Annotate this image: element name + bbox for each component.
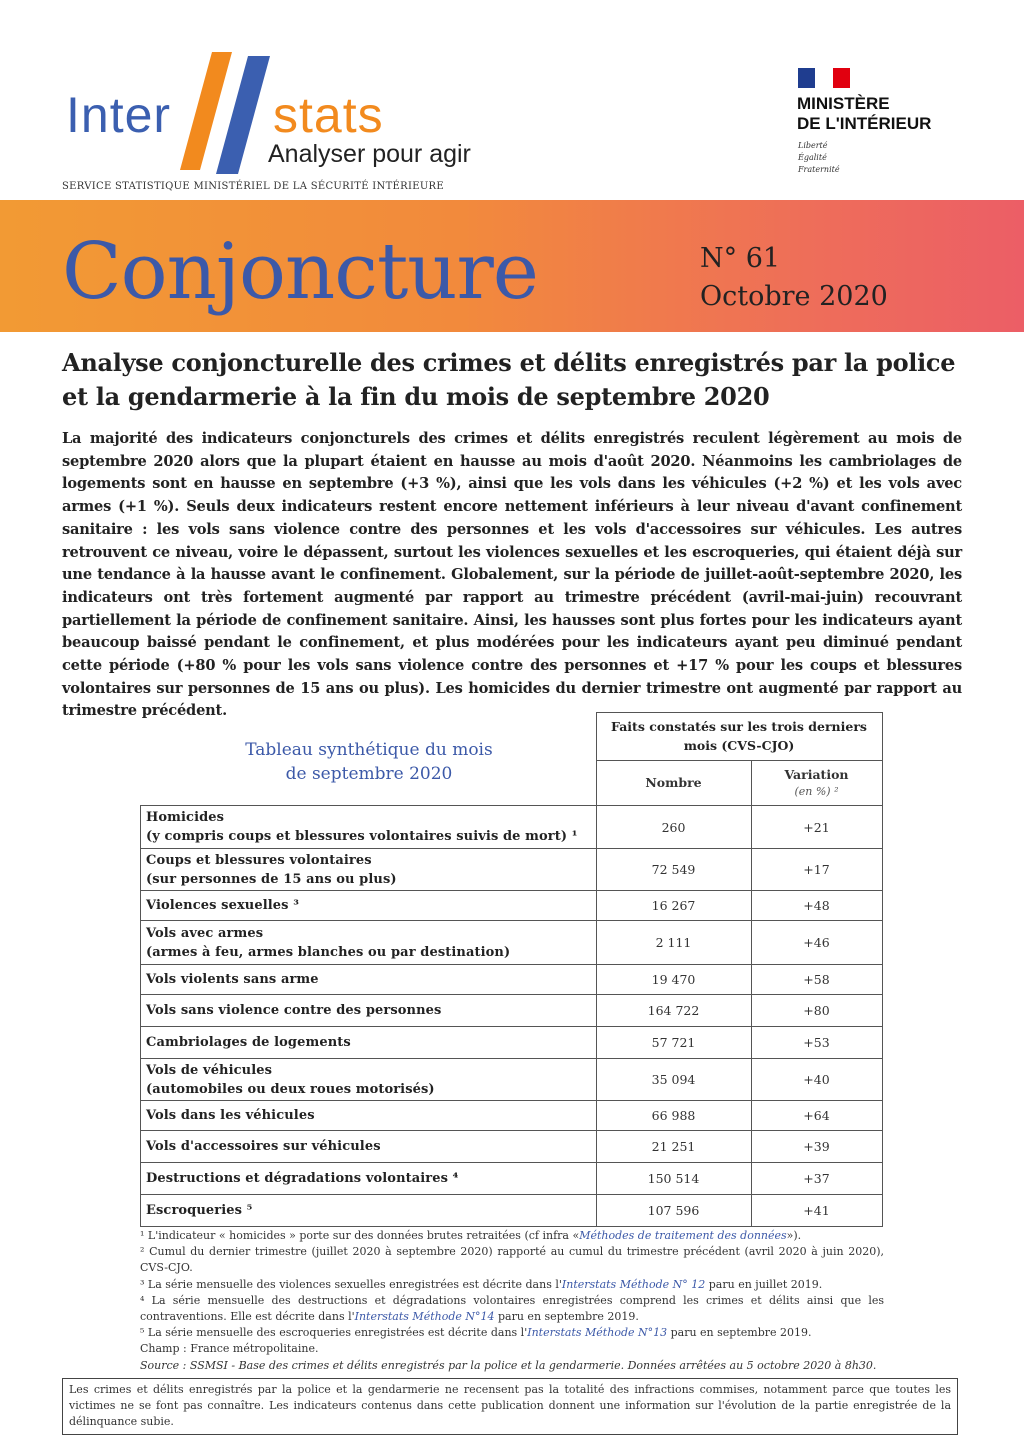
french-flag-icon bbox=[798, 68, 850, 88]
republic-motto: Liberté Égalité Fraternité bbox=[798, 141, 840, 174]
row-label: Violences sexuelles ³ bbox=[146, 898, 300, 913]
row-count: 107 596 bbox=[647, 1203, 700, 1218]
row-label: Vols de véhicules (automobiles ou deux roues motorisés) bbox=[146, 1062, 435, 1097]
footnote-3: ³ La série mensuelle des violences sexuelles enregistrées est décrite dans l'Interstats Méthode N° 12 paru en juillet 2019. bbox=[140, 1277, 823, 1291]
row-count: 72 549 bbox=[651, 862, 696, 877]
row-count: 66 988 bbox=[651, 1108, 696, 1123]
row-label: Vols d'accessoires sur véhicules bbox=[146, 1139, 381, 1154]
row-count: 35 094 bbox=[651, 1072, 696, 1087]
source-note: Source : SSMSI - Base des crimes et délits enregistrés par la police et la gendarmerie. Données arrêtées au 5 octobre 2020 à 8h30. bbox=[140, 1358, 877, 1372]
row-label: Homicides (y compris coups et blessures volontaires suivis de mort) ¹ bbox=[146, 810, 578, 844]
row-count: 164 722 bbox=[647, 1003, 700, 1018]
row-label: Vols violents sans arme bbox=[146, 972, 319, 987]
row-count: 21 251 bbox=[651, 1139, 696, 1154]
interstats-methode-12-link[interactable]: Interstats Méthode N° 12 bbox=[561, 1277, 706, 1291]
row-count: 16 267 bbox=[651, 898, 696, 913]
publication-title: Conjoncture bbox=[62, 227, 538, 317]
row-variation: +39 bbox=[803, 1139, 830, 1154]
ministry-name: MINISTÈRE DE L'INTÉRIEUR bbox=[797, 94, 932, 133]
row-variation: +58 bbox=[803, 972, 830, 987]
row-variation: +48 bbox=[803, 898, 830, 913]
row-variation: +46 bbox=[803, 935, 830, 950]
interstats-methode-14-link[interactable]: Interstats Méthode N°14 bbox=[354, 1310, 495, 1324]
footnote-5: ⁵ La série mensuelle des escroqueries enregistrées est décrite dans l'Interstats Méthode N°13 paru en septembre 2019. bbox=[140, 1326, 812, 1340]
row-count: 57 721 bbox=[651, 1035, 696, 1050]
row-label: Cambriolages de logements bbox=[146, 1035, 351, 1050]
column-header-nombre: Nombre bbox=[645, 775, 702, 790]
footnotes bbox=[140, 1228, 884, 1374]
row-count: 2 111 bbox=[655, 935, 692, 950]
article-intro: La majorité des indicateurs conjoncturels des crimes et délits enregistrés reculent légèrement au mois de septembre 2020 alors que la plupart étaient en hausse au mois d'août 2020. Néanmoins les cambriolages de logements sont en hausse en septembre (+3 %), ainsi que les vols dans les véhicules (+2 %) et les vols avec armes (+1 %). Seuls deux indicateurs restent encore nettement inférieurs à leur niveau d'avant confinement sanitaire : les vols sans violence contre des personnes et les vols d'accessoires sur véhicules. Les autres retrouvent ce niveau, voire le dépassent, surtout les violences sexuelles et les escroqueries, qui étaient déjà sur une tendance à la hausse avant le confinement. Globalement, sur la période de juillet-août-septembre 2020, les indicateurs ont très fortement augmenté par rapport au trimestre précédent (avril-mai-juin) recouvrant partiellement la période de confinement sanitaire. Ainsi, les hausses sont plus fortes pour les indicateurs ayant beaucoup baissé pendant le confinement, et plus modérées pour les indicateurs ayant peu diminué pendant cette période (+80 % pour les vols sans violence contre des personnes et +17 % pour les coups et blessures volontaires sur personnes de 15 ans ou plus). Les homicides du dernier trimestre ont augmenté par rapport au trimestre précédent. bbox=[62, 430, 962, 720]
logo-inter-text: Inter bbox=[66, 87, 172, 143]
footnote-1: ¹ L'indicateur « homicides » porte sur des données brutes retraitées (cf infra «Méthodes de traitement des données»). bbox=[140, 1229, 802, 1242]
row-label: Vols dans les véhicules bbox=[146, 1108, 315, 1123]
issue-info bbox=[700, 240, 888, 316]
row-label: Vols sans violence contre des personnes bbox=[146, 1003, 442, 1018]
row-variation: +41 bbox=[803, 1203, 830, 1218]
disclaimer-box: Les crimes et délits enregistrés par la police et la gendarmerie ne recensent pas la totalité des infractions commises, notamment parce que toutes les victimes ne se font pas connaître. Les indicateurs contenus dans cette publication donnent une information sur l'évolution de la partie enregistrée de la délinquance subie. bbox=[62, 1378, 958, 1435]
column-header-variation: Variation (en %) ² bbox=[784, 766, 849, 798]
group-header: Faits constatés sur les trois derniers mois (CVS-CJO) bbox=[611, 719, 867, 753]
article-headline: Analyse conjoncturelle des crimes et délits enregistrés par la police et la gendarmerie à la fin du mois de septembre 2020 bbox=[62, 348, 956, 411]
row-variation: +80 bbox=[803, 1003, 830, 1018]
row-variation: +21 bbox=[803, 819, 830, 835]
row-count: 150 514 bbox=[647, 1171, 700, 1186]
footnote-4: ⁴ La série mensuelle des destructions et dégradations volontaires enregistrées comprend les crimes et délits ainsi que les contraventions. Elle est décrite dans l'Interstats Méthode N°14 paru en septembre 2019. bbox=[140, 1293, 884, 1324]
row-variation: +17 bbox=[803, 862, 830, 877]
row-label: Vols avec armes (armes à feu, armes blanches ou par destination) bbox=[146, 925, 511, 960]
row-count: 19 470 bbox=[651, 972, 696, 987]
row-label: Coups et blessures volontaires (sur personnes de 15 ans ou plus) bbox=[146, 852, 397, 887]
logo-stats-text: stats bbox=[273, 87, 384, 143]
row-label: Escroqueries ⁵ bbox=[146, 1203, 253, 1218]
row-variation: +37 bbox=[803, 1171, 830, 1186]
table-rule bbox=[140, 1226, 883, 1227]
row-variation: +53 bbox=[803, 1035, 830, 1050]
row-count: 260 bbox=[661, 819, 686, 835]
row-variation: +40 bbox=[803, 1072, 830, 1087]
service-name: SERVICE STATISTIQUE MINISTÉRIEL DE LA SÉCURITÉ INTÉRIEURE bbox=[62, 181, 444, 192]
table-title: Tableau synthétique du mois de septembre 2020 bbox=[245, 740, 493, 784]
scope-note: Champ : France métropolitaine. bbox=[140, 1342, 319, 1356]
row-variation: +64 bbox=[803, 1108, 830, 1123]
issue-number: N° 61 bbox=[700, 243, 781, 274]
logo-tagline: Analyser pour agir bbox=[268, 140, 471, 168]
issue-date: Octobre 2020 bbox=[700, 281, 888, 312]
footnote-2: ² Cumul du dernier trimestre (juillet 2020 à septembre 2020) rapporté au cumul du trimestre précédent (avril 2020 à juin 2020), CVS-CJO. bbox=[140, 1245, 884, 1275]
interstats-methode-13-link[interactable]: Interstats Méthode N°13 bbox=[527, 1326, 668, 1340]
table-rule bbox=[882, 805, 883, 1227]
row-label: Destructions et dégradations volontaires ⁴ bbox=[146, 1171, 459, 1186]
table-rule bbox=[882, 712, 883, 805]
